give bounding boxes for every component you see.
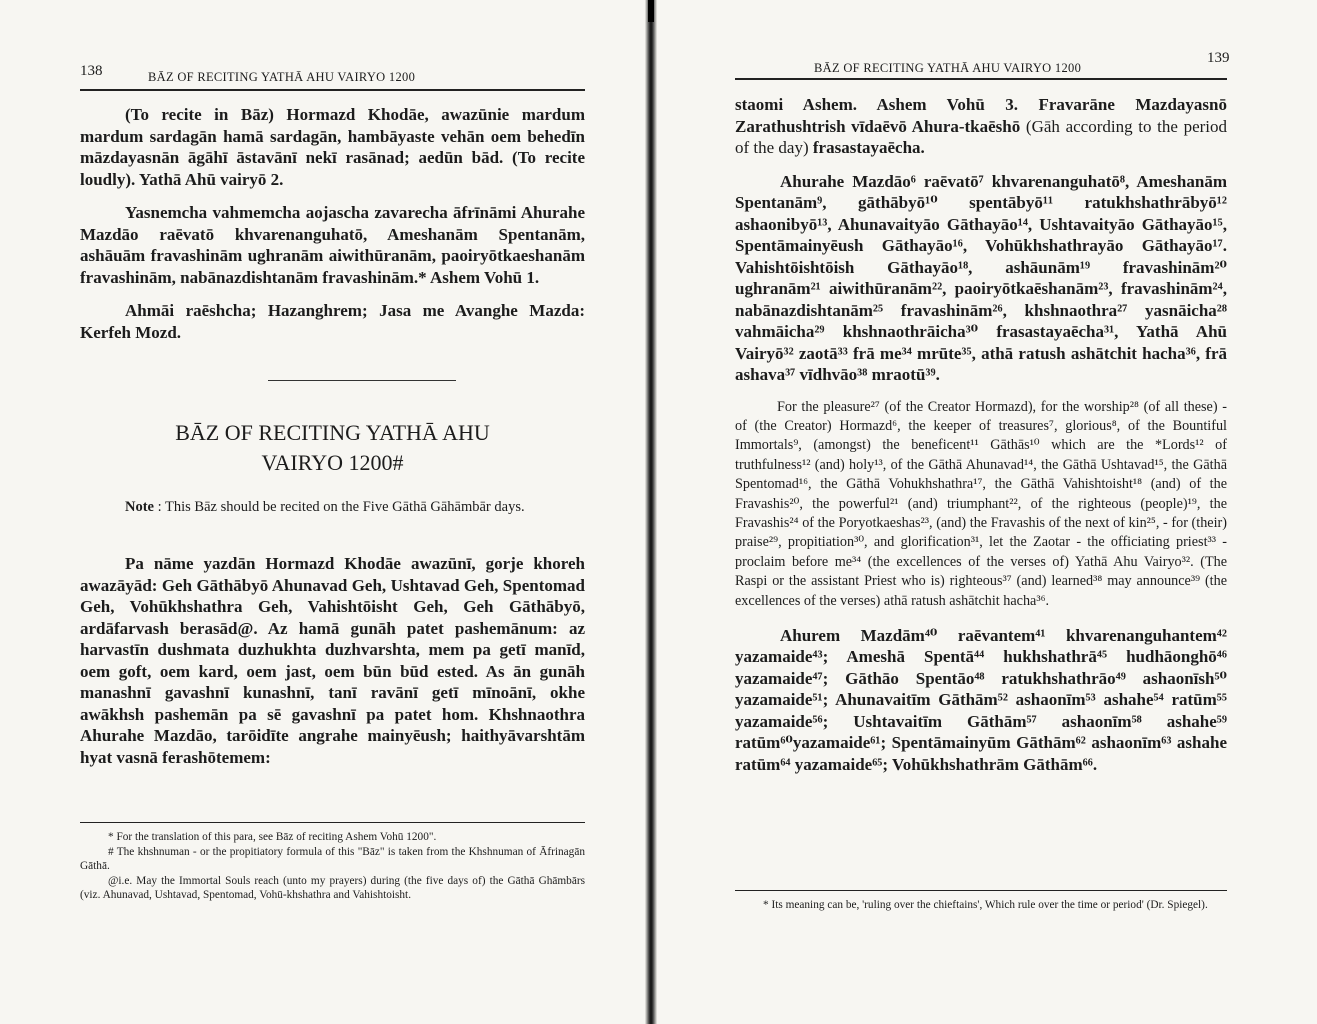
section-heading	[80, 418, 585, 478]
running-head: BĀZ OF RECITING YATHĀ AHU VAIRYO 1200	[148, 70, 416, 84]
staomi-text-c: frasastayaēcha.	[812, 138, 925, 157]
header-rule	[735, 78, 1227, 80]
staomi-gah-note: (Gāh according to the period of the day)	[735, 116, 1227, 157]
left-main-text	[80, 553, 585, 780]
heading-line-1: BĀZ OF RECITING YATHĀ AHU	[175, 420, 490, 445]
para-ahurahe: Ahurahe Mazdāo⁶ raēvatō⁷ khvarenanguhatō⁸, Ameshanām Spentanām⁹, gāthābyō¹⁰ spentābyō¹¹ ratukhshathrābyō¹² ashaonibyō¹³, Ahunavaityāo Gāthayāo¹⁴, Ushtavaityāo Gāthayāo¹⁵, Spentāmainyēush Gāthayāo¹⁶, Vohūkhshathrayāo Gāthayāo¹⁷. Vahishtōishtōish Gāthayāo¹⁸, ashāunām¹⁹ fravashinām²⁰ ughranām²¹ aiwithūranām²², paoiryōtkaēshanām²³, fravashinām²⁴, nabānazdishtanām²⁵ fravashinām²⁶, khshnaothra²⁷ yasnāicha²⁸ vahmāicha²⁹ khshnaothrāicha³⁰ frasastayaēcha³¹, Yathā Ahū Vairyō³² zaotā³³ frā me³⁴ mrūte³⁵, athā ratush ashātchit hacha³⁶, frā ashava³⁷ vīdhvāo³⁸ mraotū³⁹.	[735, 171, 1227, 384]
running-head: BĀZ OF RECITING YATHĀ AHU VAIRYO 1200	[814, 61, 1082, 75]
page-number: 139	[1207, 50, 1230, 66]
para-translation: For the pleasure²⁷ (of the Creator Hormazd), for the worship²⁸ (of all these) - of (the Creator) Hormazd⁶, the keeper of treasures⁷, glorious⁸, of the Bountiful Immortals⁹, (amongst) the beneficent¹¹ Gāthās¹⁰ which are the *Lords¹² of truthfulness¹² (and) holy¹³, of the Gāthā Ahunavad¹⁴, the Gāthā Ushtavad¹⁵, the Gāthā Spentomad¹⁶, the Gāthā Vohukhshathra¹⁷, the Gāthā Vahishtoisht¹⁸ (and) of the Fravashis²⁰, the powerful²¹ (and) triumphant²², of the righteous (people)¹⁹, the Fravashis²⁴ of the Poryotkaeshas²³, (and) the Fravashis of the next of kin²⁵, - for (their) praise²⁹, propitiation³⁰, and glorification³¹, let the Zaotar - the officiating priest³³ - proclaim before me³⁴ (the excellences of the verses of) Yathā Ahu Vairyo³². (The Raspi or the assistant Priest who is) righteous³⁷ (and) learned³⁸ may announce³⁹ (the excellences of the verses) athā ratush ashātchit hacha³⁶.	[735, 398, 1227, 609]
staomi-text-a: staomi Ashem. Ashem Vohū 3. Fravarāne Mazdayasnō Zarathushtrish vīdaēvō Ahura-tkaēshō	[735, 95, 1227, 136]
gutter-shadow	[648, 0, 654, 22]
book-gutter	[645, 0, 657, 1024]
para-ahmai: Ahmāi raēshcha; Hazanghrem; Jasa me Avanghe Mazda: Kerfeh Mozd.	[80, 301, 585, 342]
footnote-1: * For the translation of this para, see Bāz of reciting Ashem Vohū 1200".	[108, 831, 437, 843]
right-text-column	[735, 94, 1227, 787]
heading-line-2: VAIRYO 1200#	[261, 450, 404, 475]
para-ahurem: Ahurem Mazdām⁴⁰ raēvantem⁴¹ khvarenanguhantem⁴² yazamaide⁴³; Ameshā Spentā⁴⁴ hukhshathrā⁴⁵ hudhāonghō⁴⁶ yazamaide⁴⁷; Gāthāo Spentāo⁴⁸ ratukhshathrāo⁴⁹ ashaonīsh⁵⁰ yazamaide⁵¹; Ahunavaitīm Gāthām⁵² ashaonīm⁵³ ashahe⁵⁴ ratūm⁵⁵ yazamaide⁵⁶; Ushtavaitīm Gāthām⁵⁷ ashaonīm⁵⁸ ashahe⁵⁹ ratūm⁶⁰yazamaide⁶¹; Spentāmainyūm Gāthām⁶² ashaonīm⁶³ ashahe ratūm⁶⁴ yazamaide⁶⁵; Vohūkhshathrām Gāthām⁶⁶.	[735, 625, 1227, 774]
footnote-rule	[80, 822, 585, 823]
note	[80, 497, 585, 517]
left-page	[0, 0, 654, 1024]
note-text: : This Bāz should be recited on the Five Gāthā Gāhāmbār days.	[154, 499, 525, 515]
footnote-1: * Its meaning can be, 'ruling over the chieftains', Which rule over the time or period' (Dr. Spiegel).	[763, 899, 1208, 911]
para-intro: (To recite in Bāz) Hormazd Khodāe, awazūnie mardum mardum sardagān hamā sardagān, hambāyaste vehān oem behedīn māzdayasnān āgāhī āstavānī nekī rasānad; aedūn bād. (To recite loudly). Yathā Ahū vairyō 2.	[80, 105, 585, 189]
para-yasnemcha: Yasnemcha vahmemcha aojascha zavarecha āfrīnāmi Ahurahe Mazdāo raēvatō khvarenanguhatō, Ameshanām Spentanām, ashāuām fravashinām ughranām aiwithūranām, paoiryōtkaeshanām fravashinām, nabānazdishtanām fravashinām.* Ashem Vohū 1.	[80, 203, 585, 287]
page-number: 138	[80, 63, 103, 79]
footnote-2: # The khshnuman - or the propitiatory formula of this "Bāz" is taken from the Khshnuman of Āfrinagān Gāthā.	[80, 845, 585, 872]
right-page	[657, 0, 1317, 1024]
footnote-rule	[735, 890, 1227, 891]
para-staomi	[735, 94, 1227, 159]
right-footnotes	[735, 898, 1227, 913]
footnote-3: @i.e. May the Immortal Souls reach (unto my prayers) during (the five days of) the Gāthā Ghāmbārs (viz. Ahunavad, Ushtavad, Spentomad, Vohū-khshathra and Vahishtoisht.	[80, 874, 585, 901]
para-pa-name: Pa nāme yazdān Hormazd Khodāe awazūnī, gorje khoreh awazāyād: Geh Gāthābyō Ahunavad Geh, Ushtavad Geh, Spentomad Geh, Vohūkhshathra Geh, Vahishtōisht Geh, Geh Gāthābyō, ardāfarvash berasād@. Az hamā gunāh patet pashemānum: az harvastīn dushmata duzhukhta duzhvarshta, mem pa getī manīd, oem goft, oem kard, oem jast, oem būn būd ested. As ān gunāh manashnī gavashnī kunashnī, tanī ravānī getī mīnoānī, okhe awākhsh pashemān pa sē gavashnī pa patet hom. Khshnaothra Ahurahe Mazdāo, tarōidīte angrahe mainyēush; haithyāvarshtām hyat vasnā ferashōtemem:	[80, 554, 585, 767]
left-footnotes	[80, 830, 585, 903]
header-rule	[80, 89, 585, 91]
left-text-column	[80, 104, 585, 355]
section-divider	[268, 380, 456, 381]
note-label: Note	[125, 499, 154, 515]
